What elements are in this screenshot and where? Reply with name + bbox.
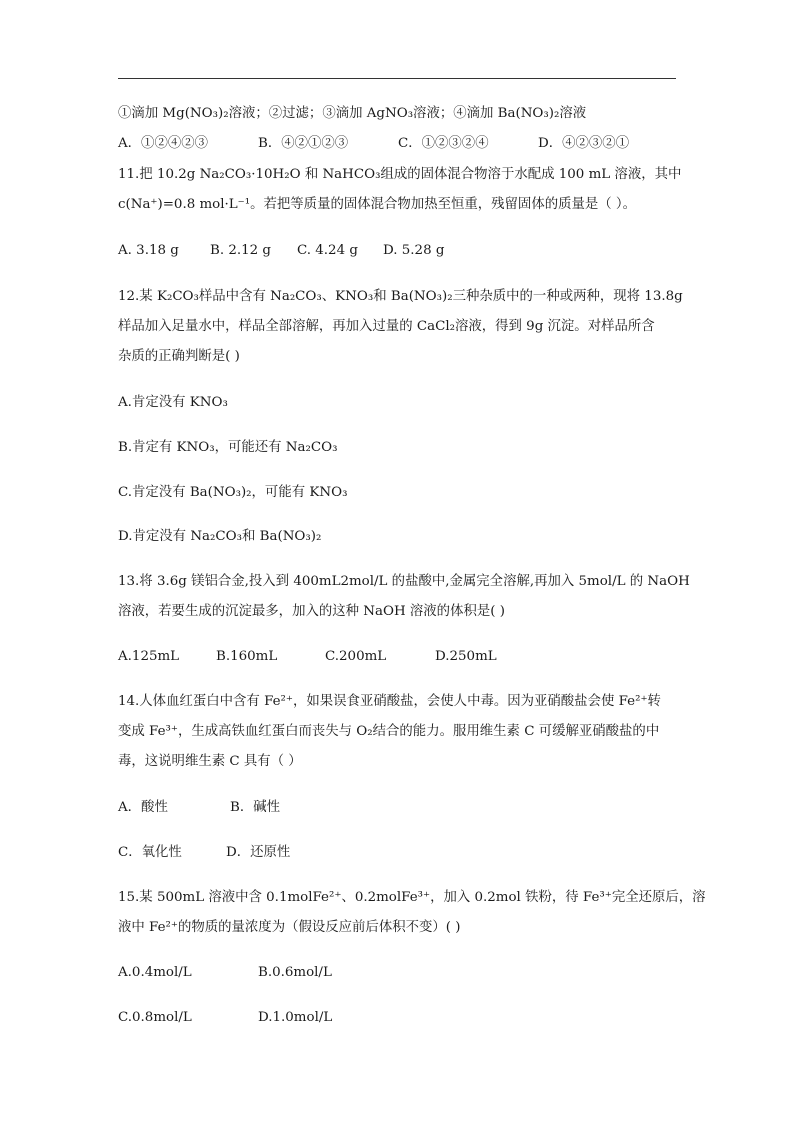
q14-option-c: C．氧化性 (118, 845, 182, 860)
q14-stem-line1: 14.人体血红蛋白中含有 Fe²⁺，如果误食亚硝酸盐，会使人中毒。因为亚硝酸盐会使 Fe²⁺转 (118, 694, 661, 709)
q14-stem-line2: 变成 Fe³⁺，生成高铁血红蛋白而丧失与 O₂结合的能力。服用维生素 C 可缓解亚硝酸盐的中 (118, 724, 660, 739)
q12-stem-line2: 样品加入足量水中，样品全部溶解，再加入过量的 CaCl₂溶液，得到 9g 沉淀。对样品所含 (118, 319, 655, 334)
q14-option-b: B．碱性 (230, 800, 281, 815)
q13-stem-line1: 13.将 3.6g 镁铝合金,投入到 400mL2mol/L 的盐酸中,金属完全溶解,再加入 5mol/L 的 NaOH (118, 574, 690, 589)
q13-option-a: A.125mL (118, 649, 180, 664)
header-rule (118, 78, 676, 79)
q11-stem-line2: c(Na⁺)=0.8 mol·L⁻¹。若把等质量的固体混合物加热至恒重，残留固体的质量是（ ）。 (118, 197, 636, 212)
q15-stem-line2: 液中 Fe²⁺的物质的量浓度为（假设反应前后体积不变）( ) (118, 920, 461, 935)
q14-option-d: D．还原性 (226, 845, 291, 860)
q11-option-b: B. 2.12 g (210, 243, 271, 258)
q11-stem-line1: 11.把 10.2g Na₂CO₃·10H₂O 和 NaHCO₃组成的固体混合物溶于水配成 100 mL 溶液，其中 (118, 167, 682, 182)
q10-option-c: C．①②③②④ (398, 136, 489, 151)
q10-option-a: A．①②④②③ (118, 136, 209, 151)
q11-option-a: A. 3.18 g (118, 243, 179, 258)
q13-stem-line2: 溶液，若要生成的沉淀最多，加入的这种 NaOH 溶液的体积是( ) (118, 604, 505, 619)
q11-option-d: D. 5.28 g (383, 243, 445, 258)
q10-option-d: D．④②③②① (538, 136, 630, 151)
q13-option-c: C.200mL (325, 649, 387, 664)
q13-option-d: D.250mL (435, 649, 497, 664)
q10-steps-line: ①滴加 Mg(NO₃)₂溶液；②过滤；③滴加 AgNO₃溶液；④滴加 Ba(NO₃)₂溶液 (118, 106, 587, 121)
q15-option-a: A.0.4mol/L (118, 965, 192, 980)
q15-option-b: B.0.6mol/L (258, 965, 332, 980)
q12-stem-line1: 12.某 K₂CO₃样品中含有 Na₂CO₃、KNO₃和 Ba(NO₃)₂三种杂质中的一种或两种，现将 13.8g (118, 289, 683, 304)
q12-stem-line3: 杂质的正确判断是( ) (118, 349, 240, 364)
q12-option-b: B.肯定有 KNO₃，可能还有 Na₂CO₃ (118, 440, 338, 455)
q11-option-c: C. 4.24 g (297, 243, 358, 258)
q14-option-a: A．酸性 (118, 800, 168, 815)
q12-option-d: D.肯定没有 Na₂CO₃和 Ba(NO₃)₂ (118, 529, 322, 544)
q10-option-b: B．④②①②③ (258, 136, 349, 151)
q12-option-c: C.肯定没有 Ba(NO₃)₂，可能有 KNO₃ (118, 485, 348, 500)
q13-option-b: B.160mL (216, 649, 278, 664)
q12-option-a: A.肯定没有 KNO₃ (118, 395, 228, 410)
q15-option-d: D.1.0mol/L (258, 1010, 333, 1025)
q15-option-c: C.0.8mol/L (118, 1010, 192, 1025)
q14-stem-line3: 毒，这说明维生素 C 具有（ ） (118, 754, 302, 769)
q15-stem-line1: 15.某 500mL 溶液中含 0.1molFe²⁺、0.2molFe³⁺，加入 0.2mol 铁粉，待 Fe³⁺完全还原后，溶 (118, 890, 706, 905)
